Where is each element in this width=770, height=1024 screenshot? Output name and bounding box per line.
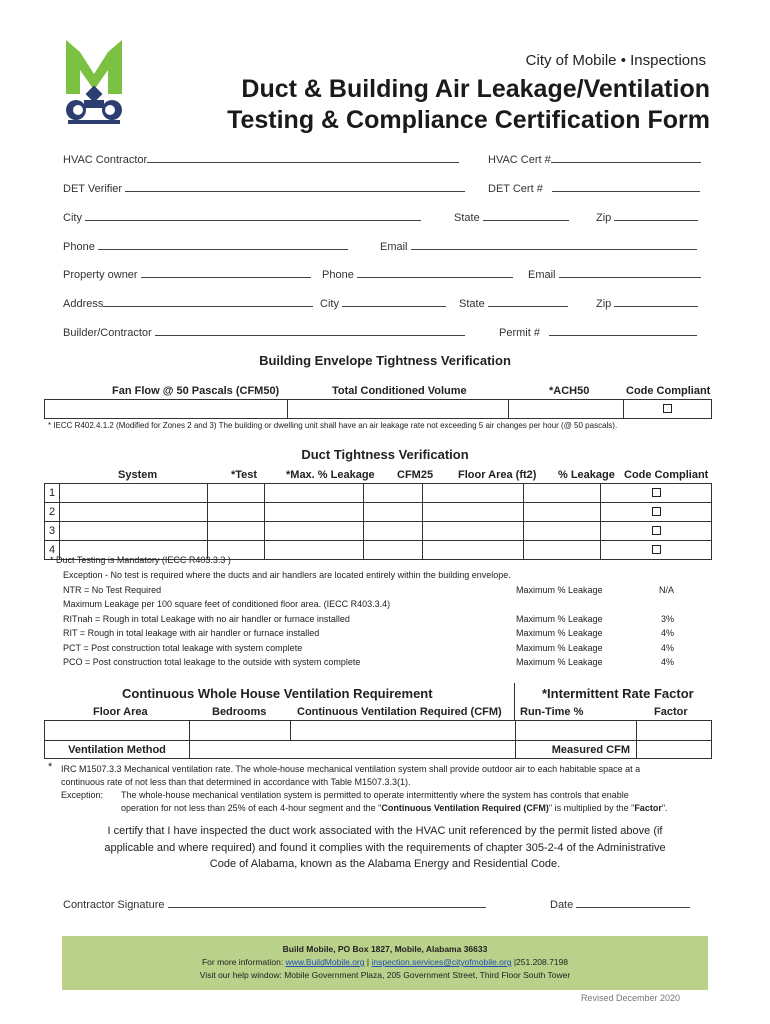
city-field[interactable] [63,210,421,224]
pco-max-label: Maximum % Leakage [516,657,603,667]
website-link[interactable]: www.BuildMobile.org [285,957,365,967]
state-label: State [454,212,480,224]
envelope-compliant-checkbox[interactable] [663,404,672,413]
volume-input[interactable] [288,400,509,419]
hvac-contractor-label: HVAC Contractor [63,154,148,166]
col-runtime: Run-Time % [520,706,584,718]
zip-label: Zip [596,212,612,224]
floor-area-cell[interactable] [423,484,524,503]
owner-email-label: Email [528,269,556,281]
det-verifier-field[interactable] [63,181,465,195]
duct-exception-note: Exception - No test is required where the ducts and air handlers are located entirely within the building envelope. [63,570,511,580]
cvr-input[interactable] [291,721,516,741]
compliant-checkbox[interactable] [652,526,661,535]
floor-area-cell[interactable] [423,503,524,522]
footer-address: Build Mobile, PO Box 1827, Mobile, Alabama 36633 [282,944,488,954]
fan-flow-input[interactable] [45,400,288,419]
col-test: *Test [231,469,258,481]
duct-title: Duct Tightness Verification [301,447,469,462]
envelope-table [44,399,712,419]
footer-help-window: Visit our help window: Mobile Government Plaza, 205 Government Street, Third Floor South Tower [199,970,571,980]
compliant-cell[interactable] [601,522,712,541]
footer-banner [62,936,708,990]
row-number: 2 [45,503,60,522]
envelope-title: Building Envelope Tightness Verification [259,353,511,368]
pco-note: PCO = Post construction total leakage to the outside with system complete [63,657,361,667]
certify-line-3: Code of Alabama, known as the Alabama Energy and Residential Code. [209,858,561,870]
builder-contractor-field[interactable] [63,325,465,339]
duct-mandatory-note: * Duct Testing is Mandatory (IECC R403.3.3 ) [50,555,231,565]
col-fan-flow: Fan Flow @ 50 Pascals (CFM50) [112,385,280,397]
date-field[interactable] [550,897,690,911]
ventilation-divider [514,683,515,721]
leakage-cell[interactable] [524,484,601,503]
cfm25-cell[interactable] [364,503,423,522]
footer-contact [62,957,708,967]
envelope-note: * IECC R402.4.1.2 (Modified for Zones 2 and 3) The building or dwelling unit shall have an air leakage rate not exceeding 5 air changes per hour (@ 50 pascals). [48,421,618,430]
ventilation-method-label: Ventilation Method [45,741,190,759]
row-number: 1 [45,484,60,503]
measured-cfm-input[interactable] [637,741,712,759]
row-number: 4 [45,541,60,560]
title-line-1: Duct & Building Air Leakage/Ventilation [241,75,710,103]
runtime-input[interactable] [516,721,637,741]
row-number: 3 [45,522,60,541]
hvac-contractor-field[interactable] [63,152,459,166]
form-title [170,74,710,136]
compliant-checkbox[interactable] [652,507,661,516]
address-zip-field[interactable] [596,296,698,310]
address-state-field[interactable] [459,296,568,310]
duct-table [44,483,712,560]
table-row [45,522,712,541]
ritnah-value: 3% [661,614,675,624]
city-label: City [63,212,82,224]
leakage-cell[interactable] [524,541,601,560]
det-cert-field[interactable] [488,181,700,195]
property-owner-label: Property owner [63,269,138,281]
col-max-leakage: *Max. % Leakage [286,469,375,481]
owner-email-field[interactable] [528,267,701,281]
footer-separator: | [366,957,370,967]
city-logo [62,36,126,128]
certify-line-2: applicable and where required) and found it complies with the requirements of chapter 305-2-4 of the Administrative [104,841,666,854]
test-cell[interactable] [208,522,265,541]
address-state-label: State [459,298,485,310]
floor-area-cell[interactable] [423,541,524,560]
col-bedrooms: Bedrooms [212,706,267,718]
leakage-cell[interactable] [524,503,601,522]
col-system: System [118,469,158,481]
address-field[interactable] [63,296,313,310]
phone-label: Phone [63,241,95,253]
col-vent-floor-area: Floor Area [93,706,148,718]
max-leakage-note: Maximum Leakage per 100 square feet of conditioned floor area. (IECC R403.3.4) [63,599,391,609]
state-field[interactable] [454,210,569,224]
signature-label: Contractor Signature [63,899,165,911]
footer-phone: |251.208.7198 [513,957,569,967]
vent-exc-factor: Factor [634,803,662,813]
col-ach: *ACH50 [549,385,590,397]
email-field[interactable] [380,239,697,253]
compliant-cell[interactable] [601,484,712,503]
rit-note: RIT = Rough in total leakage with air handler or furnace installed [63,628,320,638]
compliant-cell[interactable] [601,503,712,522]
table-row [45,503,712,522]
permit-label: Permit # [499,327,540,339]
vent-exception-2 [121,803,668,813]
pct-value: 4% [661,643,675,653]
vent-exc-text-e: ". [661,803,668,813]
certification-statement [40,823,730,873]
factor-input[interactable] [637,721,712,741]
ventilation-method-input[interactable] [190,741,516,759]
owner-phone-label: Phone [322,269,354,281]
pct-max-label: Maximum % Leakage [516,643,603,653]
compliant-checkbox[interactable] [652,488,661,497]
max-leakage-cell[interactable] [265,522,364,541]
cfm25-cell[interactable] [364,484,423,503]
envelope-compliant-cell[interactable] [624,400,712,419]
rate-factor-title: *Intermittent Rate Factor [542,686,694,701]
det-verifier-label: DET Verifier [63,183,123,195]
owner-phone-field[interactable] [322,267,513,281]
vent-exception-1: The whole-house mechanical ventilation system is permitted to operate intermittently where the system has controls that enable [121,790,629,800]
org-name: City of Mobile • Inspections [525,52,706,69]
ntr-note: NTR = No Test Required [63,585,162,595]
vent-note-star: * [48,761,53,773]
system-cell[interactable] [60,484,208,503]
measured-cfm-label: Measured CFM [516,741,637,759]
vent-exception-label: Exception: [61,790,104,800]
address-city-label: City [320,298,339,310]
col-volume: Total Conditioned Volume [332,385,467,397]
max-leakage-cell[interactable] [265,484,364,503]
email-link[interactable]: inspection.services@cityofmobile.org [371,957,512,967]
hvac-cert-field[interactable] [488,152,701,166]
phone-field[interactable] [63,239,348,253]
address-label: Address [63,298,104,310]
vent-exc-text-c: " is multiplied by the " [548,803,635,813]
det-cert-label: DET Cert # [488,183,543,195]
vent-note-1: IRC M1507.3.3 Mechanical ventilation rate. The whole-house mechanical ventilation system shall provide outdoor air to each habitable space at a [61,764,641,774]
leakage-cell[interactable] [524,522,601,541]
col-floor-area: Floor Area (ft2) [458,469,537,481]
test-cell[interactable] [208,503,265,522]
property-owner-field[interactable] [63,267,311,281]
system-cell[interactable] [60,503,208,522]
rit-max-label: Maximum % Leakage [516,628,603,638]
table-row [45,484,712,503]
permit-field[interactable] [499,325,697,339]
ventilation-table [44,720,712,759]
pct-note: PCT = Post construction total leakage with system complete [63,643,303,653]
ritnah-max-label: Maximum % Leakage [516,614,603,624]
vent-floor-area-input[interactable] [45,721,190,741]
col-duct-compliant: Code Compliant [624,469,709,481]
email-label: Email [380,241,408,253]
hvac-cert-label: HVAC Cert # [488,154,551,166]
signature-field[interactable] [63,897,486,911]
max-leakage-cell[interactable] [265,541,364,560]
ritnah-note: RITnah = Rough in total Leakage with no air handler or furnace installed [63,614,350,624]
col-leakage: % Leakage [558,469,615,481]
title-line-2: Testing & Compliance Certification Form [227,106,710,134]
rit-value: 4% [661,628,675,638]
vent-note-2: continuous rate of not less than that determined in accordance with Table M1507.3.3(1). [61,777,411,787]
system-cell[interactable] [60,522,208,541]
address-zip-label: Zip [596,298,612,310]
pco-value: 4% [661,657,675,667]
certify-line-1: I certify that I have inspected the duct work associated with the HVAC unit referenced by the permit listed above (if [107,825,663,837]
cfm25-cell[interactable] [364,541,423,560]
bedrooms-input[interactable] [190,721,291,741]
builder-contractor-label: Builder/Contractor [63,327,152,339]
compliant-checkbox[interactable] [652,545,661,554]
vent-exc-cvr: Continuous Ventilation Required (CFM) [381,803,549,813]
cfm25-cell[interactable] [364,522,423,541]
zip-field[interactable] [596,210,698,224]
address-city-field[interactable] [320,296,446,310]
floor-area-cell[interactable] [423,522,524,541]
test-cell[interactable] [208,484,265,503]
ntr-value: N/A [659,585,675,595]
ach-input[interactable] [509,400,624,419]
date-label: Date [550,899,574,911]
col-compliant: Code Compliant [626,385,711,397]
ventilation-title: Continuous Whole House Ventilation Requirement [122,686,433,701]
revised-date: Revised December 2020 [580,993,680,1003]
ntr-max-label: Maximum % Leakage [516,585,603,595]
compliant-cell[interactable] [601,541,712,560]
footer-info-prefix: For more information: [201,957,284,967]
col-cfm25: CFM25 [397,469,434,481]
max-leakage-cell[interactable] [265,503,364,522]
col-factor: Factor [654,706,688,718]
col-cvr: Continuous Ventilation Required (CFM) [297,706,502,718]
vent-exc-text-a: operation for not less than 25% of each 4-hour segment and the " [121,803,382,813]
